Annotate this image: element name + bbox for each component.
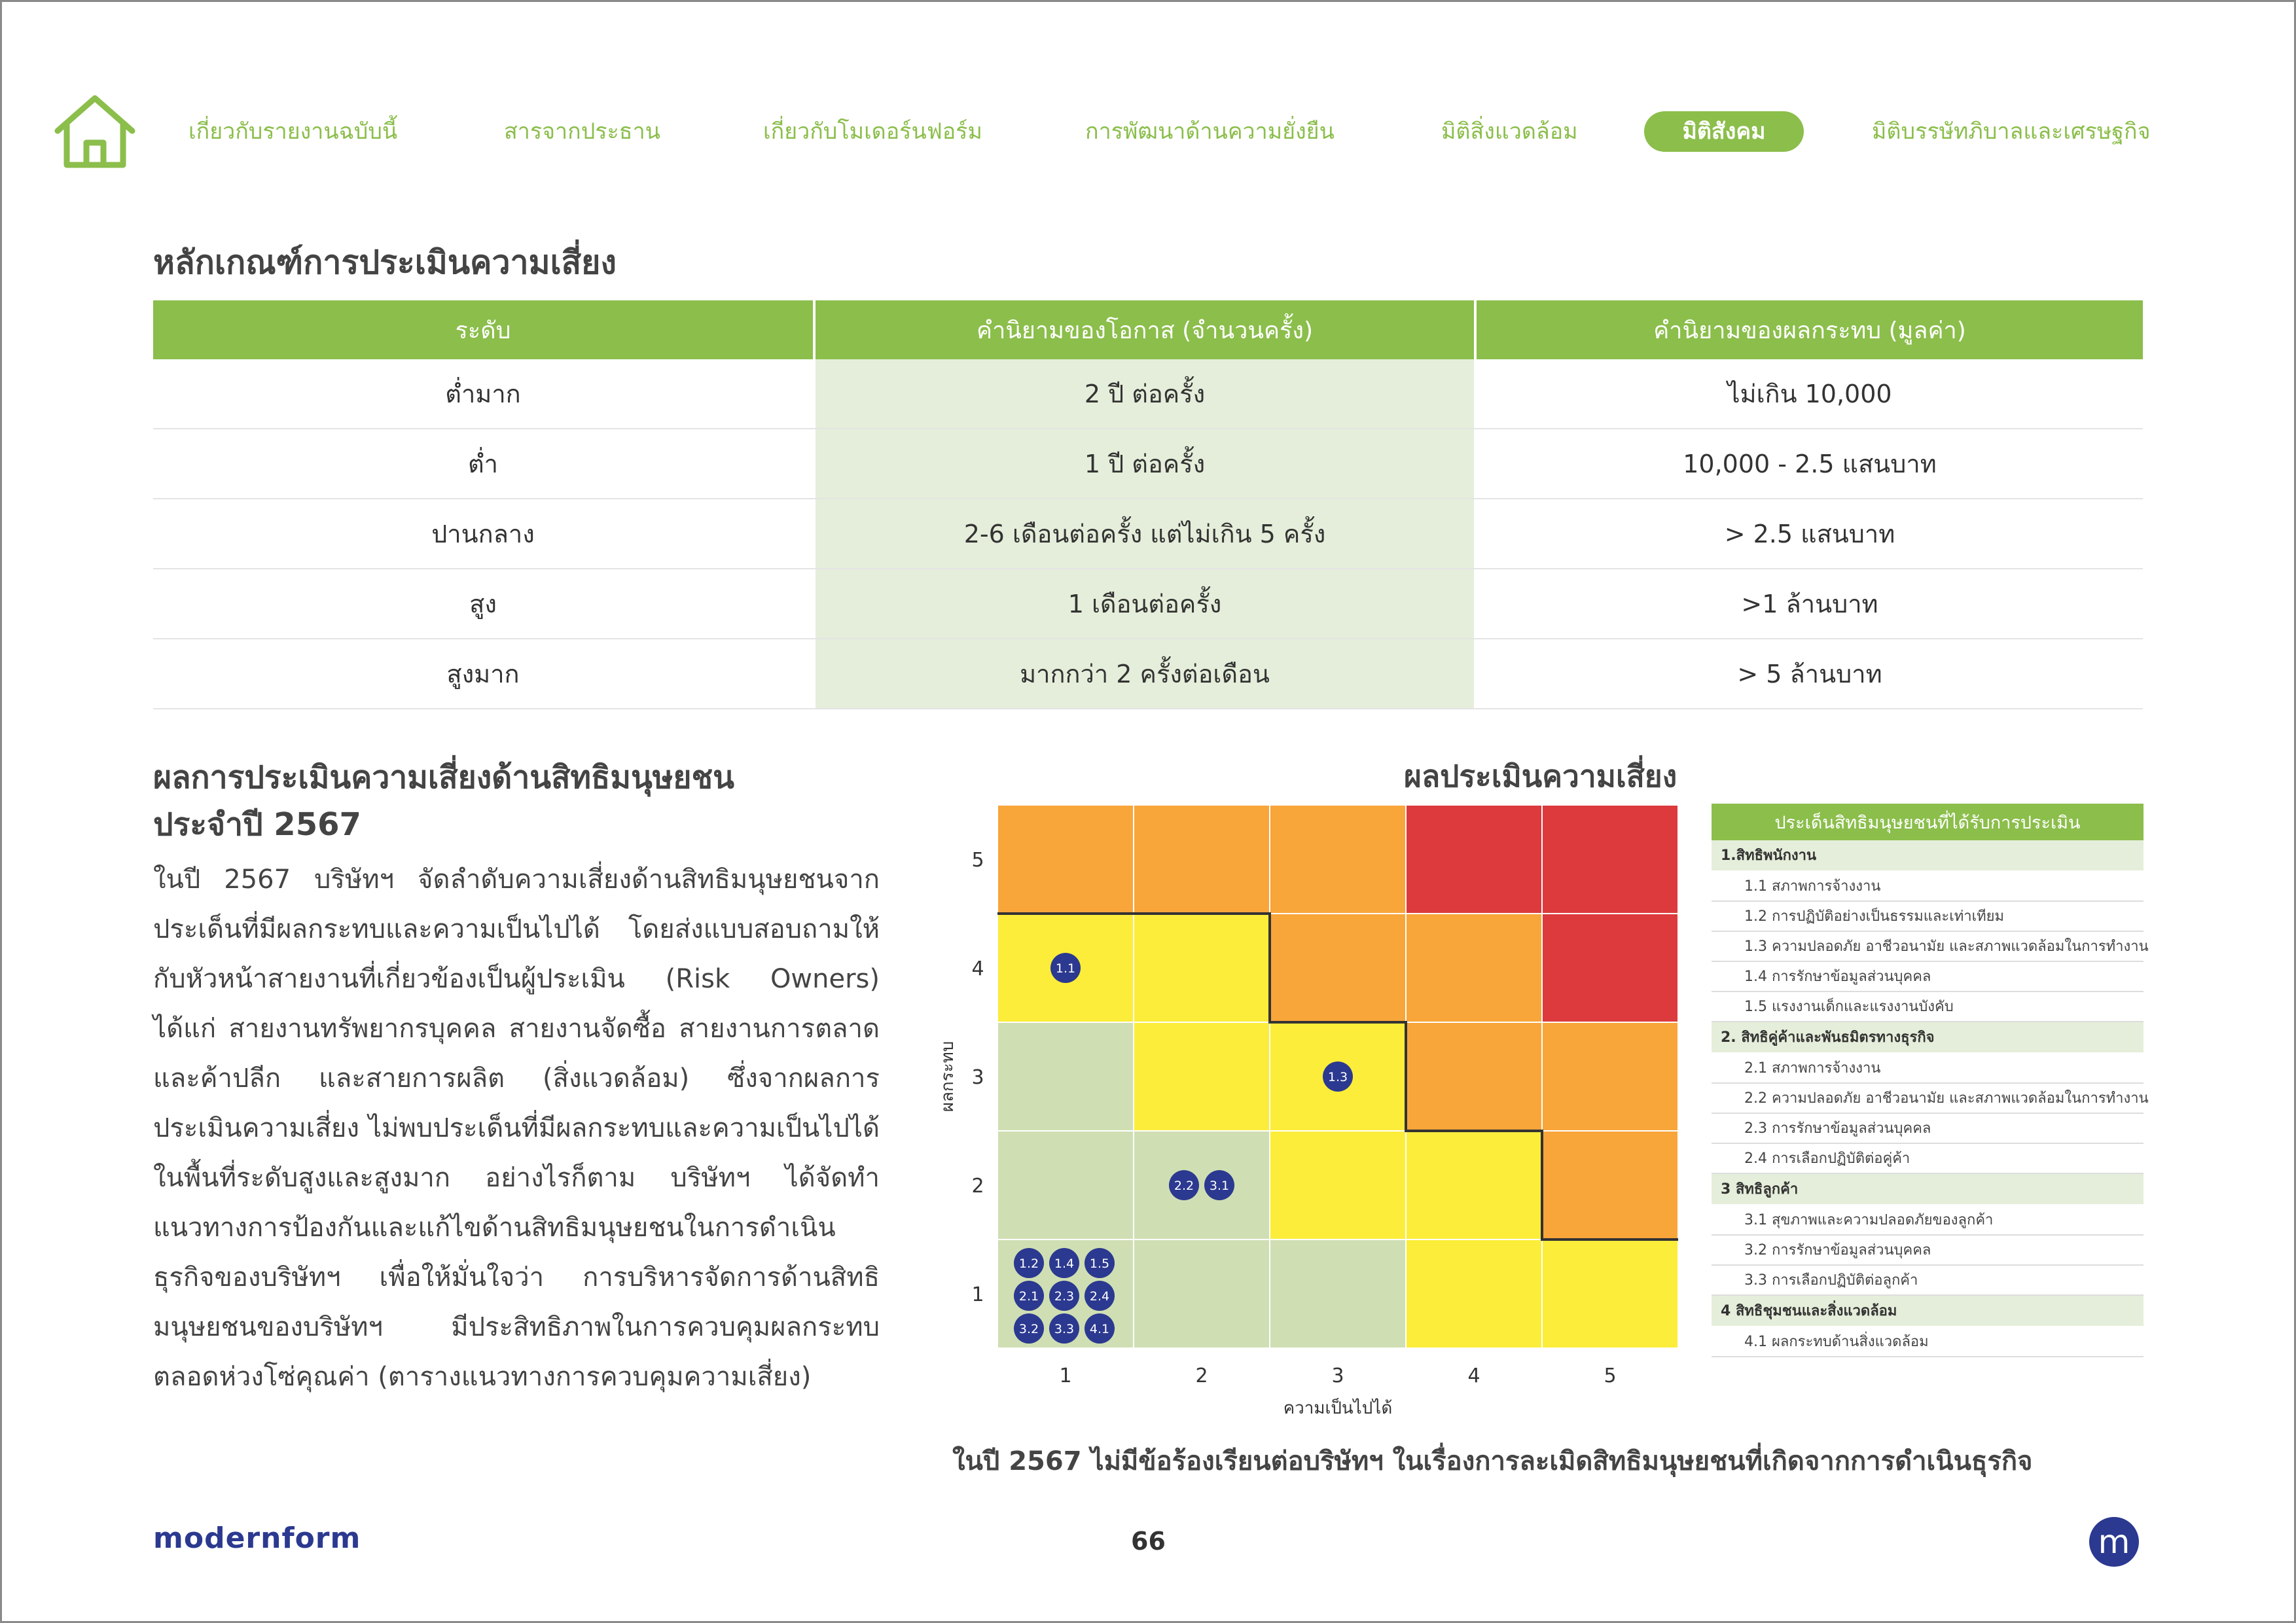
cell-level: สูง: [469, 590, 497, 618]
issue-category: 3 สิทธิลูกค้า: [1712, 1174, 2144, 1205]
x-tick-label: 5: [1604, 1364, 1617, 1387]
risk-point-label: 1.4: [1054, 1257, 1075, 1271]
cell-impact: > 5 ล้านบาท: [1737, 660, 1882, 688]
nav-governance-economy[interactable]: มิติบรรษัทภิบาลและเศรษฐกิจ: [1872, 118, 2151, 145]
nav-about-modernform[interactable]: เกี่ยวกับโมเดอร์นฟอร์ม: [763, 118, 982, 145]
table-row: [153, 569, 2143, 639]
cell-likelihood: 2-6 เดือนต่อครั้ง แต่ไม่เกิน 5 ครั้ง: [816, 499, 1474, 568]
page-number: 66: [1131, 1527, 1166, 1556]
cell-impact: ไม่เกิน 10,000: [1727, 380, 1892, 408]
nav-sustainability-development[interactable]: การพัฒนาด้านความยั่งยืน: [1085, 118, 1335, 145]
heatmap-cell: [1542, 1131, 1678, 1240]
no-complaints-note: ในปี 2567 ไม่มีข้อร้องเรียนต่อบริษัทฯ ในเรื่องการละเมิดสิทธิมนุษยชนที่เกิดจากการดำเนินธุรกิจ: [952, 1446, 2033, 1476]
heatmap-cell: [1134, 1131, 1270, 1240]
risk-point-label: 1.3: [1327, 1070, 1348, 1084]
cell-likelihood: 1 ปี ต่อครั้ง: [816, 429, 1474, 498]
risk-point-label: 3.2: [1018, 1322, 1039, 1336]
modernform-mark-icon[interactable]: m: [2089, 1517, 2139, 1567]
issues-list-panel: [1712, 804, 2149, 1357]
issue-item: 3.1 สุขภาพและความปลอดภัยของลูกค้า: [1712, 1205, 2144, 1236]
issue-item: 1.4 การรักษาข้อมูลส่วนบุคคล: [1712, 962, 2144, 992]
cell-level: ต่ำมาก: [445, 380, 521, 408]
table-row: [153, 429, 2143, 499]
results-title: [153, 754, 734, 848]
risk-point-label: 1.2: [1018, 1257, 1039, 1271]
criteria-table: [153, 300, 2143, 709]
home-icon[interactable]: [52, 92, 137, 170]
issue-item: 2.1 สภาพการจ้างงาน: [1712, 1054, 2144, 1084]
header-likelihood: คำนิยามของโอกาส (จำนวนครั้ง): [816, 300, 1474, 359]
results-title-line1: ผลการประเมินความเสี่ยงด้านสิทธิมนุษยชน: [153, 759, 734, 796]
results-title-line2: ประจำปี 2567: [153, 806, 361, 843]
heatmap-cell: [1406, 1131, 1542, 1240]
cell-level: ต่ำ: [467, 450, 498, 478]
table-row: [153, 359, 2143, 429]
heatmap-cell: [1406, 914, 1542, 1022]
heatmap-cell: [1542, 1022, 1678, 1131]
y-tick-label: 2: [971, 1175, 984, 1198]
issue-item: 1.5 แรงงานเด็กและแรงงานบังคับ: [1712, 992, 2144, 1022]
issue-item: 1.2 การปฏิบัติอย่างเป็นธรรมและเท่าเทียม: [1712, 902, 2144, 932]
y-tick-label: 4: [971, 957, 984, 980]
issue-item: 3.3 การเลือกปฏิบัติต่อลูกค้า: [1712, 1266, 2144, 1296]
issue-item: 1.1 สภาพการจ้างงาน: [1712, 872, 2144, 902]
issue-item: 2.2 ความปลอดภัย อาชีวอนามัย และสภาพแวดล้อมในการทำงาน: [1712, 1084, 2144, 1114]
risk-point-label: 2.4: [1089, 1289, 1110, 1304]
x-tick-label: 3: [1331, 1364, 1344, 1387]
y-axis-label: ผลกระทบ: [938, 1041, 958, 1113]
x-tick-label: 2: [1195, 1364, 1208, 1387]
nav-environment[interactable]: มิติสิ่งแวดล้อม: [1441, 118, 1578, 145]
table-row: [153, 499, 2143, 569]
nav-social-active[interactable]: มิติสังคม: [1644, 111, 1804, 152]
criteria-header-row: [153, 300, 2143, 359]
cell-level: ปานกลาง: [431, 520, 535, 548]
cell-likelihood: 2 ปี ต่อครั้ง: [816, 359, 1474, 428]
heatmap-cell: [1406, 805, 1542, 914]
heatmap-cell: [1542, 914, 1678, 1022]
heatmap-cell: [1542, 1240, 1678, 1348]
cell-impact: 10,000 - 2.5 แสนบาท: [1683, 450, 1937, 478]
issue-item: 3.2 การรักษาข้อมูลส่วนบุคคล: [1712, 1236, 2144, 1266]
heatmap-cell: [1542, 805, 1678, 914]
heatmap-cell: [997, 1131, 1134, 1240]
chart-title: ผลประเมินความเสี่ยง: [1404, 758, 1677, 794]
risk-point-label: 3.1: [1209, 1179, 1230, 1193]
heatmap-cell: [1406, 1240, 1542, 1348]
heatmap-cell: [1134, 1022, 1270, 1131]
risk-point-label: 1.1: [1055, 961, 1076, 976]
risk-point-label: 2.1: [1018, 1289, 1039, 1304]
nav-chairman-message[interactable]: สารจากประธาน: [504, 118, 660, 145]
cell-impact: >1 ล้านบาท: [1741, 590, 1878, 618]
cell-likelihood: มากกว่า 2 ครั้งต่อเดือน: [816, 639, 1474, 708]
issue-category: 1.สิทธิพนักงาน: [1712, 840, 2144, 872]
x-axis-label: ความเป็นไปได้: [1283, 1399, 1393, 1418]
risk-point-label: 4.1: [1089, 1322, 1110, 1336]
risk-point-label: 1.5: [1089, 1257, 1110, 1271]
cell-level: สูงมาก: [446, 660, 520, 688]
heatmap-cell: [1270, 914, 1406, 1022]
issues-list-header: ประเด็นสิทธิมนุษยชนที่ได้รับการประเมิน: [1712, 804, 2144, 840]
y-tick-label: 5: [971, 849, 984, 872]
nav-about-report[interactable]: เกี่ยวกับรายงานฉบับนี้: [188, 118, 398, 145]
issue-item: 4.1 ผลกระทบด้านสิ่งแวดล้อม: [1712, 1327, 2144, 1357]
issue-category: 2. สิทธิคู่ค้าและพันธมิตรทางธุรกิจ: [1712, 1022, 2144, 1054]
criteria-title: หลักเกณฑ์การประเมินความเสี่ยง: [153, 243, 617, 281]
header-impact: คำนิยามของผลกระทบ (มูลค่า): [1477, 300, 2143, 359]
table-row: [153, 639, 2143, 709]
risk-point-label: 2.3: [1054, 1289, 1075, 1304]
results-paragraph: ในปี 2567 บริษัทฯ จัดลำดับความเสี่ยงด้านสิทธิมนุษยชนจากประเด็นที่มีผลกระทบและความเป็นไปได้ โดยส่งแบบสอบถามให้กับหัวหน้าสายงานที่เกี่ยวข้องเป็นผู้ประเมิน (Risk Owners) ได้แก่ สายงานทรัพยากรบุคคล สายงานจัดซื้อ สายงานการตลาดและค้าปลีก และสายการผลิต (สิ่งแวดล้อม) ซึ่งจากผลการประเมินความเสี่ยง ไม่พบประเด็นที่มีผลกระทบและความเป็นไปได้ในพื้นที่ระดับสูงและสูงมาก อย่างไรก็ตาม บริษัทฯ ได้จัดทำแนวทางการป้องกันและแก้ไขด้านสิทธิมนุษยชนในการดำเนินธุรกิจของบริษัทฯ เพื่อให้มั่นใจว่า การบริหารจัดการด้านสิทธิมนุษยชนของบริษัทฯ มีประสิทธิภาพในการควบคุมผลกระทบตลอดห่วงโซ่คุณค่า (ตารางแนวทางการควบคุมความเสี่ยง): [153, 865, 880, 1392]
heatmap-cell: [1134, 805, 1270, 914]
issue-item: 1.3 ความปลอดภัย อาชีวอนามัย และสภาพแวดล้อมในการทำงาน: [1712, 932, 2144, 962]
header-level: ระดับ: [153, 300, 813, 359]
heatmap-cell: [1134, 914, 1270, 1022]
heatmap-cell: [1134, 1240, 1270, 1348]
x-tick-label: 4: [1467, 1364, 1480, 1387]
issue-item: 2.4 การเลือกปฏิบัติต่อคู่ค้า: [1712, 1144, 2144, 1174]
cell-likelihood: 1 เดือนต่อครั้ง: [816, 569, 1474, 638]
risk-heatmap: [929, 785, 1689, 1427]
x-tick-label: 1: [1059, 1364, 1072, 1387]
risk-point-label: 3.3: [1054, 1322, 1075, 1336]
risk-point-label: 2.2: [1174, 1179, 1194, 1193]
cell-impact: > 2.5 แสนบาท: [1724, 520, 1895, 548]
heatmap-cell: [1270, 805, 1406, 914]
y-tick-label: 3: [971, 1066, 984, 1089]
issue-item: 2.3 การรักษาข้อมูลส่วนบุคคล: [1712, 1114, 2144, 1144]
heatmap-cell: [1270, 1131, 1406, 1240]
brand-logo: modernform: [153, 1522, 361, 1555]
heatmap-cell: [1270, 1240, 1406, 1348]
heatmap-cell: [997, 1022, 1134, 1131]
heatmap-cell: [1406, 1022, 1542, 1131]
heatmap-cell: [997, 805, 1134, 914]
y-tick-label: 1: [971, 1283, 984, 1306]
issue-category: 4 สิทธิชุมชนและสิ่งแวดล้อม: [1712, 1296, 2144, 1327]
